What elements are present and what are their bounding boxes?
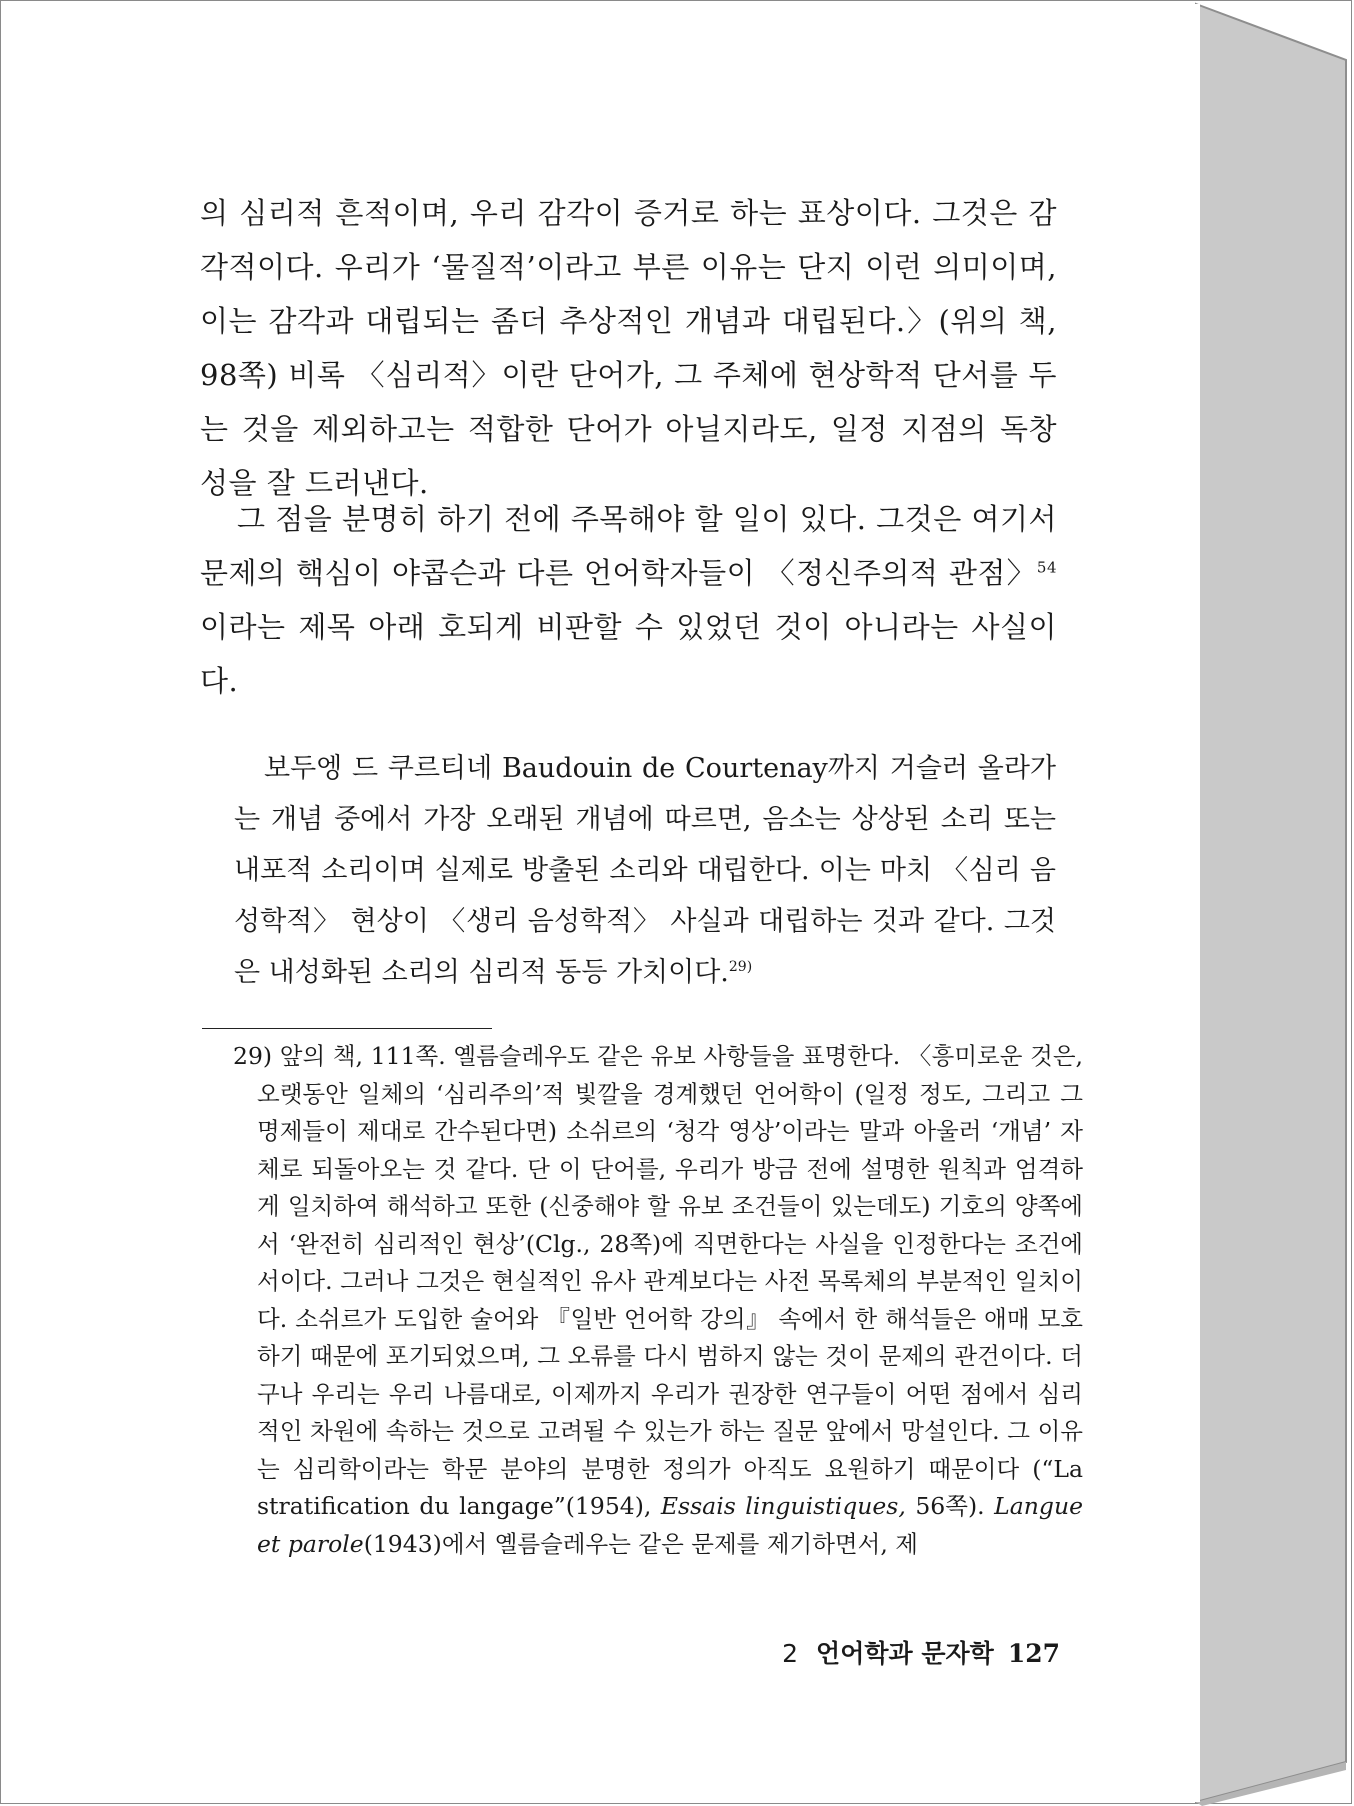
chapter-title: 언어학과 문자학 [816, 1639, 994, 1668]
body-paragraph-2 [200, 492, 1057, 708]
running-footer [760, 1634, 1060, 1670]
footnote-ref-29: 29) [728, 959, 753, 975]
page-number: 127 [1007, 1639, 1060, 1668]
footnote-text-1: 앞의 책, 111쪽. 옐름슬레우도 같은 유보 사항들을 표명한다. 〈흥미로운 것은, 오랫동안 일체의 ‘심리주의’적 빛깔을 경계했던 언어학이 (일정 정도, 그리고 그 명제들이 제대로 간수된다면) 소쉬르의 ‘청각 영상’이라는 말과 아울러 ‘개념’ 자체로 되돌아오는 것 같다. 단 이 단어를, 우리가 방금 전에 설명한 원칙과 엄격하게 일치하여 해석하고 또한 (신중해야 할 유보 조건들이 있는데도) 기호의 양쪽에서 ‘완전히 심리적인 현상’(Clg., 28쪽)에 직면한다는 사실을 인정한다는 조건에서이다. 그러나 그것은 현실적인 유사 관계보다는 사전 목록체의 부분적인 일치이다. 소쉬르가 도입한 술어와 『일반 언어학 강의』 속에서 한 해석들은 애매 모호하기 때문에 포기되었으며, 그 오류를 다시 범하지 않는 것이 문제의 관건이다. 더구나 우리는 우리 나름대로, 이제까지 우리가 권장한 연구들이 어떤 점에서 심리적인 차원에 속하는 것으로 고려될 수 있는가 하는 질문 앞에서 망설인다. 그 이유는 심리학이라는 학문 분야의 분명한 정의가 아직도 요원하기 때문이다 (“La stratification du langage”(1954), [257, 1042, 1083, 1520]
block-quote [234, 743, 1056, 998]
body-paragraph-1: 의 심리적 흔적이며, 우리 감각이 증거로 하는 표상이다. 그것은 감각적이다. 우리가 ‘물질적’이라고 부른 이유는 단지 이런 의미이며, 이는 감각과 대립되는 좀더 추상적인 개념과 대립된다.〉(위의 책, 98쪽) 비록 〈심리적〉이란 단어가, 그 주체에 현상학적 단서를 두는 것을 제외하고는 적합한 단어가 아닐지라도, 일정 지점의 독창성을 잘 드러낸다. [200, 196, 1057, 500]
paragraph-2-text-end: 이라는 제목 아래 호되게 비판할 수 있었던 것이 아니라는 사실이다. [200, 610, 1057, 698]
footnote-italic-title-1: Essais linguistiques, [660, 1492, 906, 1520]
block-quote-text: 보두엥 드 쿠르티네 Baudouin de Courtenay까지 거슬러 올라가는 개념 중에서 가장 오래된 개념에 따르면, 음소는 상상된 소리 또는 내포적 소리이며 실제로 방출된 소리와 대립한다. 이는 마치 〈심리 음성학적〉 현상이 〈생리 음성학적〉 사실과 대립하는 것과 같다. 그것은 내성화된 소리의 심리적 동등 가치이다. [234, 753, 1056, 988]
endnote-ref-54: 54 [1036, 558, 1057, 577]
footnote-number: 29) [233, 1042, 273, 1070]
paragraph-2-text-start: 그 점을 분명히 하기 전에 주목해야 할 일이 있다. 그것은 여기서 문제의 핵심이 야콥슨과 다른 언어학자들이 〈정신주의적 관점〉 [200, 502, 1057, 590]
chapter-number: 2 [782, 1639, 799, 1668]
footnote-text-3: (1943)에서 옐름슬레우는 같은 문제를 제기하면서, 제 [363, 1529, 918, 1558]
footnote-separator [202, 1028, 492, 1029]
footnote-text-2: 56쪽). [905, 1492, 995, 1520]
footnote-29 [233, 1038, 1083, 1563]
footnote-italic-title-2: Langue et parole [257, 1492, 1083, 1558]
